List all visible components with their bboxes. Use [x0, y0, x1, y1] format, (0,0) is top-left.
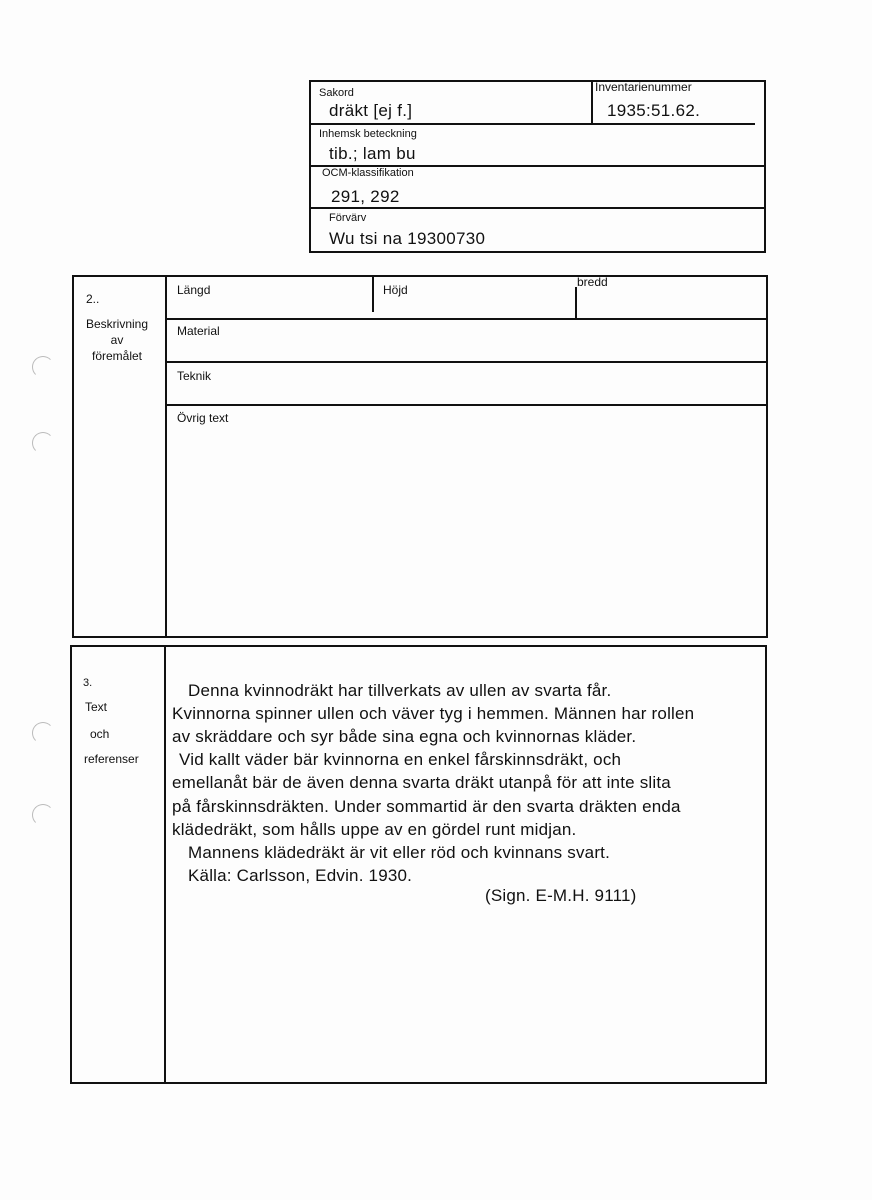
hojd-label: Höjd — [383, 283, 408, 297]
sakord-value: dräkt [ej f.] — [329, 101, 413, 120]
section-3-side-line: Text — [85, 700, 108, 714]
sakord-label: Sakord — [319, 87, 354, 99]
langd-label: Längd — [177, 283, 211, 297]
inventarie-label: Inventarienummer — [595, 80, 692, 94]
punch-hole — [32, 432, 54, 454]
description-line: Källa: Carlsson, Edvin. 1930. — [188, 866, 413, 885]
section-3-side-divider — [164, 645, 166, 1084]
forvarv-label: Förvärv — [329, 212, 367, 224]
section-2-rule — [165, 361, 768, 363]
description-line: Mannens klädedräkt är vit eller röd och kvinnans svart. — [188, 843, 611, 862]
header-divider — [591, 80, 593, 124]
inhemsk-value: tib.; lam bu — [329, 144, 416, 163]
bredd-label: bredd — [577, 275, 608, 289]
section-2-number: 2.. — [86, 292, 100, 306]
side-line: Beskrivning — [85, 317, 149, 331]
dimension-divider — [575, 287, 577, 319]
description-line: emellanåt bär de även denna svarta dräkt utanpå för att inte slita — [172, 773, 671, 792]
punch-hole — [32, 804, 54, 826]
header-rule — [309, 207, 766, 209]
description-line: av skräddare och syr både sina egna och kvinnornas kläder. — [172, 727, 637, 746]
punch-hole — [32, 356, 54, 378]
section-2-rule — [165, 404, 768, 406]
side-line: av — [110, 333, 124, 347]
side-line: föremålet — [91, 349, 143, 363]
section-3-side-line: och — [90, 727, 110, 741]
section-3-number: 3. — [83, 677, 93, 689]
inhemsk-label: Inhemsk beteckning — [319, 128, 417, 140]
description-line: Vid kallt väder bär kvinnorna en enkel fårskinnsdräkt, och — [179, 750, 622, 769]
teknik-label: Teknik — [177, 369, 212, 383]
header-rule — [309, 123, 755, 125]
description-line: Kvinnorna spinner ullen och väver tyg i hemmen. Männen har rollen — [172, 704, 695, 723]
forvarv-value: Wu tsi na 19300730 — [329, 229, 486, 248]
ovrig-text-label: Övrig text — [177, 411, 229, 425]
material-label: Material — [177, 324, 220, 338]
ocm-value: 291, 292 — [331, 187, 400, 206]
section-3-side-line: referenser — [84, 752, 139, 766]
description-line: klädedräkt, som hålls uppe av en gördel runt midjan. — [172, 820, 577, 839]
section-2-side-divider — [165, 275, 167, 638]
signature: (Sign. E-M.H. 9111) — [485, 886, 637, 905]
inventarie-value: 1935:51.62. — [607, 101, 701, 120]
punch-hole — [32, 722, 54, 744]
section-2-side-label — [74, 316, 160, 364]
description-line: Denna kvinnodräkt har tillverkats av ullen av svarta får. — [188, 681, 612, 700]
description-line: på fårskinnsdräkten. Under sommartid är den svarta dräkten enda — [172, 797, 681, 816]
section-2-rule — [165, 318, 768, 320]
dimension-divider — [372, 275, 374, 312]
ocm-label: OCM-klassifikation — [322, 167, 414, 179]
